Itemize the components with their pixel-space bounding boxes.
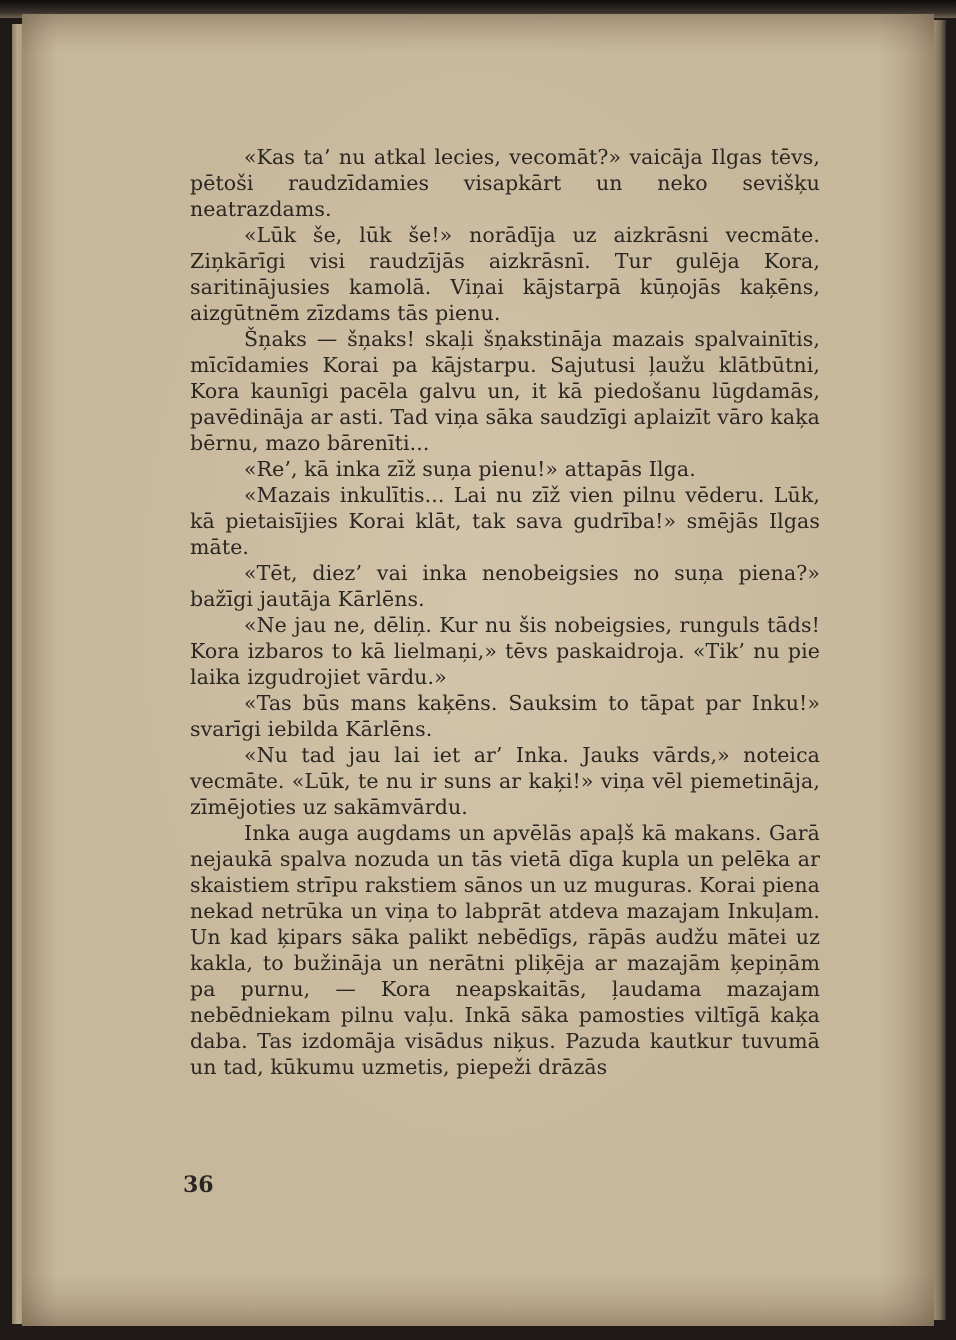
page-body-text [190,144,820,1080]
page-number: 36 [183,1172,214,1198]
paragraph: Inka auga augdams un apvēlās apaļš kā makans. Garā nejaukā spalva nozuda un tās vietā dīga kupla un pelēka ar skaistiem strīpu rakstiem sānos un uz muguras. Korai piena nekad netrūka un viņa to labprāt atdeva mazajam Inkuļam. Un kad ķipars sāka palikt nebēdīgs, rāpās audžu mātei uz kakla, to bužināja un nerātni pliķēja ar mazajām ķepiņām pa purnu, — Kora neapskaitās, ļaudama mazajam nebēdniekam pilnu vaļu. Inkā sāka pamosties viltīgā kaķa daba. Tas izdomāja visādus niķus. Pazuda kautkur tuvumā un tad, kūkumu uzmetis, piepeži drāzās [190,821,820,1079]
paragraph: «Re’, kā inka zīž suņa pienu!» attapās Ilga. [244,457,696,481]
paragraph: «Nu tad jau lai iet ar’ Inka. Jauks vārds,» noteica vecmāte. «Lūk, te nu ir suns ar kaķi!» viņa vēl piemetināja, zīmējoties uz sakāmvārdu. [190,743,820,819]
paragraph: «Lūk še, lūk še!» norādīja uz aizkrāsni vecmāte. Ziņkārīgi visi raudzījās aizkrāsnī. Tur gulēja Kora, saritinājusies kamolā. Viņai kājstarpā kūņojās kaķēns, aizgūtnēm zīzdams tās pienu. [190,223,820,325]
paragraph: Šņaks — šņaks! skaļi šņakstināja mazais spalvainītis, mīcīdamies Korai pa kājstarpu. Sajutusi ļaužu klātbūtni, Kora kaunīgi pacēla galvu un, it kā piedošanu lūgdamās, pavēdināja ar asti. Tad viņa sāka saudzīgi aplaizīt vāro kaķa bērnu, mazo bārenīti... [190,327,820,455]
paragraph: «Tēt, diez’ vai inka nenobeigsies no suņa piena?» bažīgi jautāja Kārlēns. [190,561,820,611]
page-stack-right-edge [932,20,946,1320]
paragraph: «Ne jau ne, dēliņ. Kur nu šis nobeigsies, runguls tāds! Kora izbaros to kā lielmaņi,» tēvs paskaidroja. «Tik’ nu pie laika izgudrojiet vārdu.» [190,613,820,689]
paragraph: «Mazais inkulītis... Lai nu zīž vien pilnu vēderu. Lūk, kā pietaisījies Korai klāt, tak sava gudrība!» smējās Ilgas māte. [190,483,820,559]
paragraph: «Kas ta’ nu atkal lecies, vecomāt?» vaicāja Ilgas tēvs, pētoši raudzīdamies visapkārt un neko sevišķu neatrazdams. [190,145,820,221]
paragraph: «Tas būs mans kaķēns. Sauksim to tāpat par Inku!» svarīgi iebilda Kārlēns. [190,691,820,741]
